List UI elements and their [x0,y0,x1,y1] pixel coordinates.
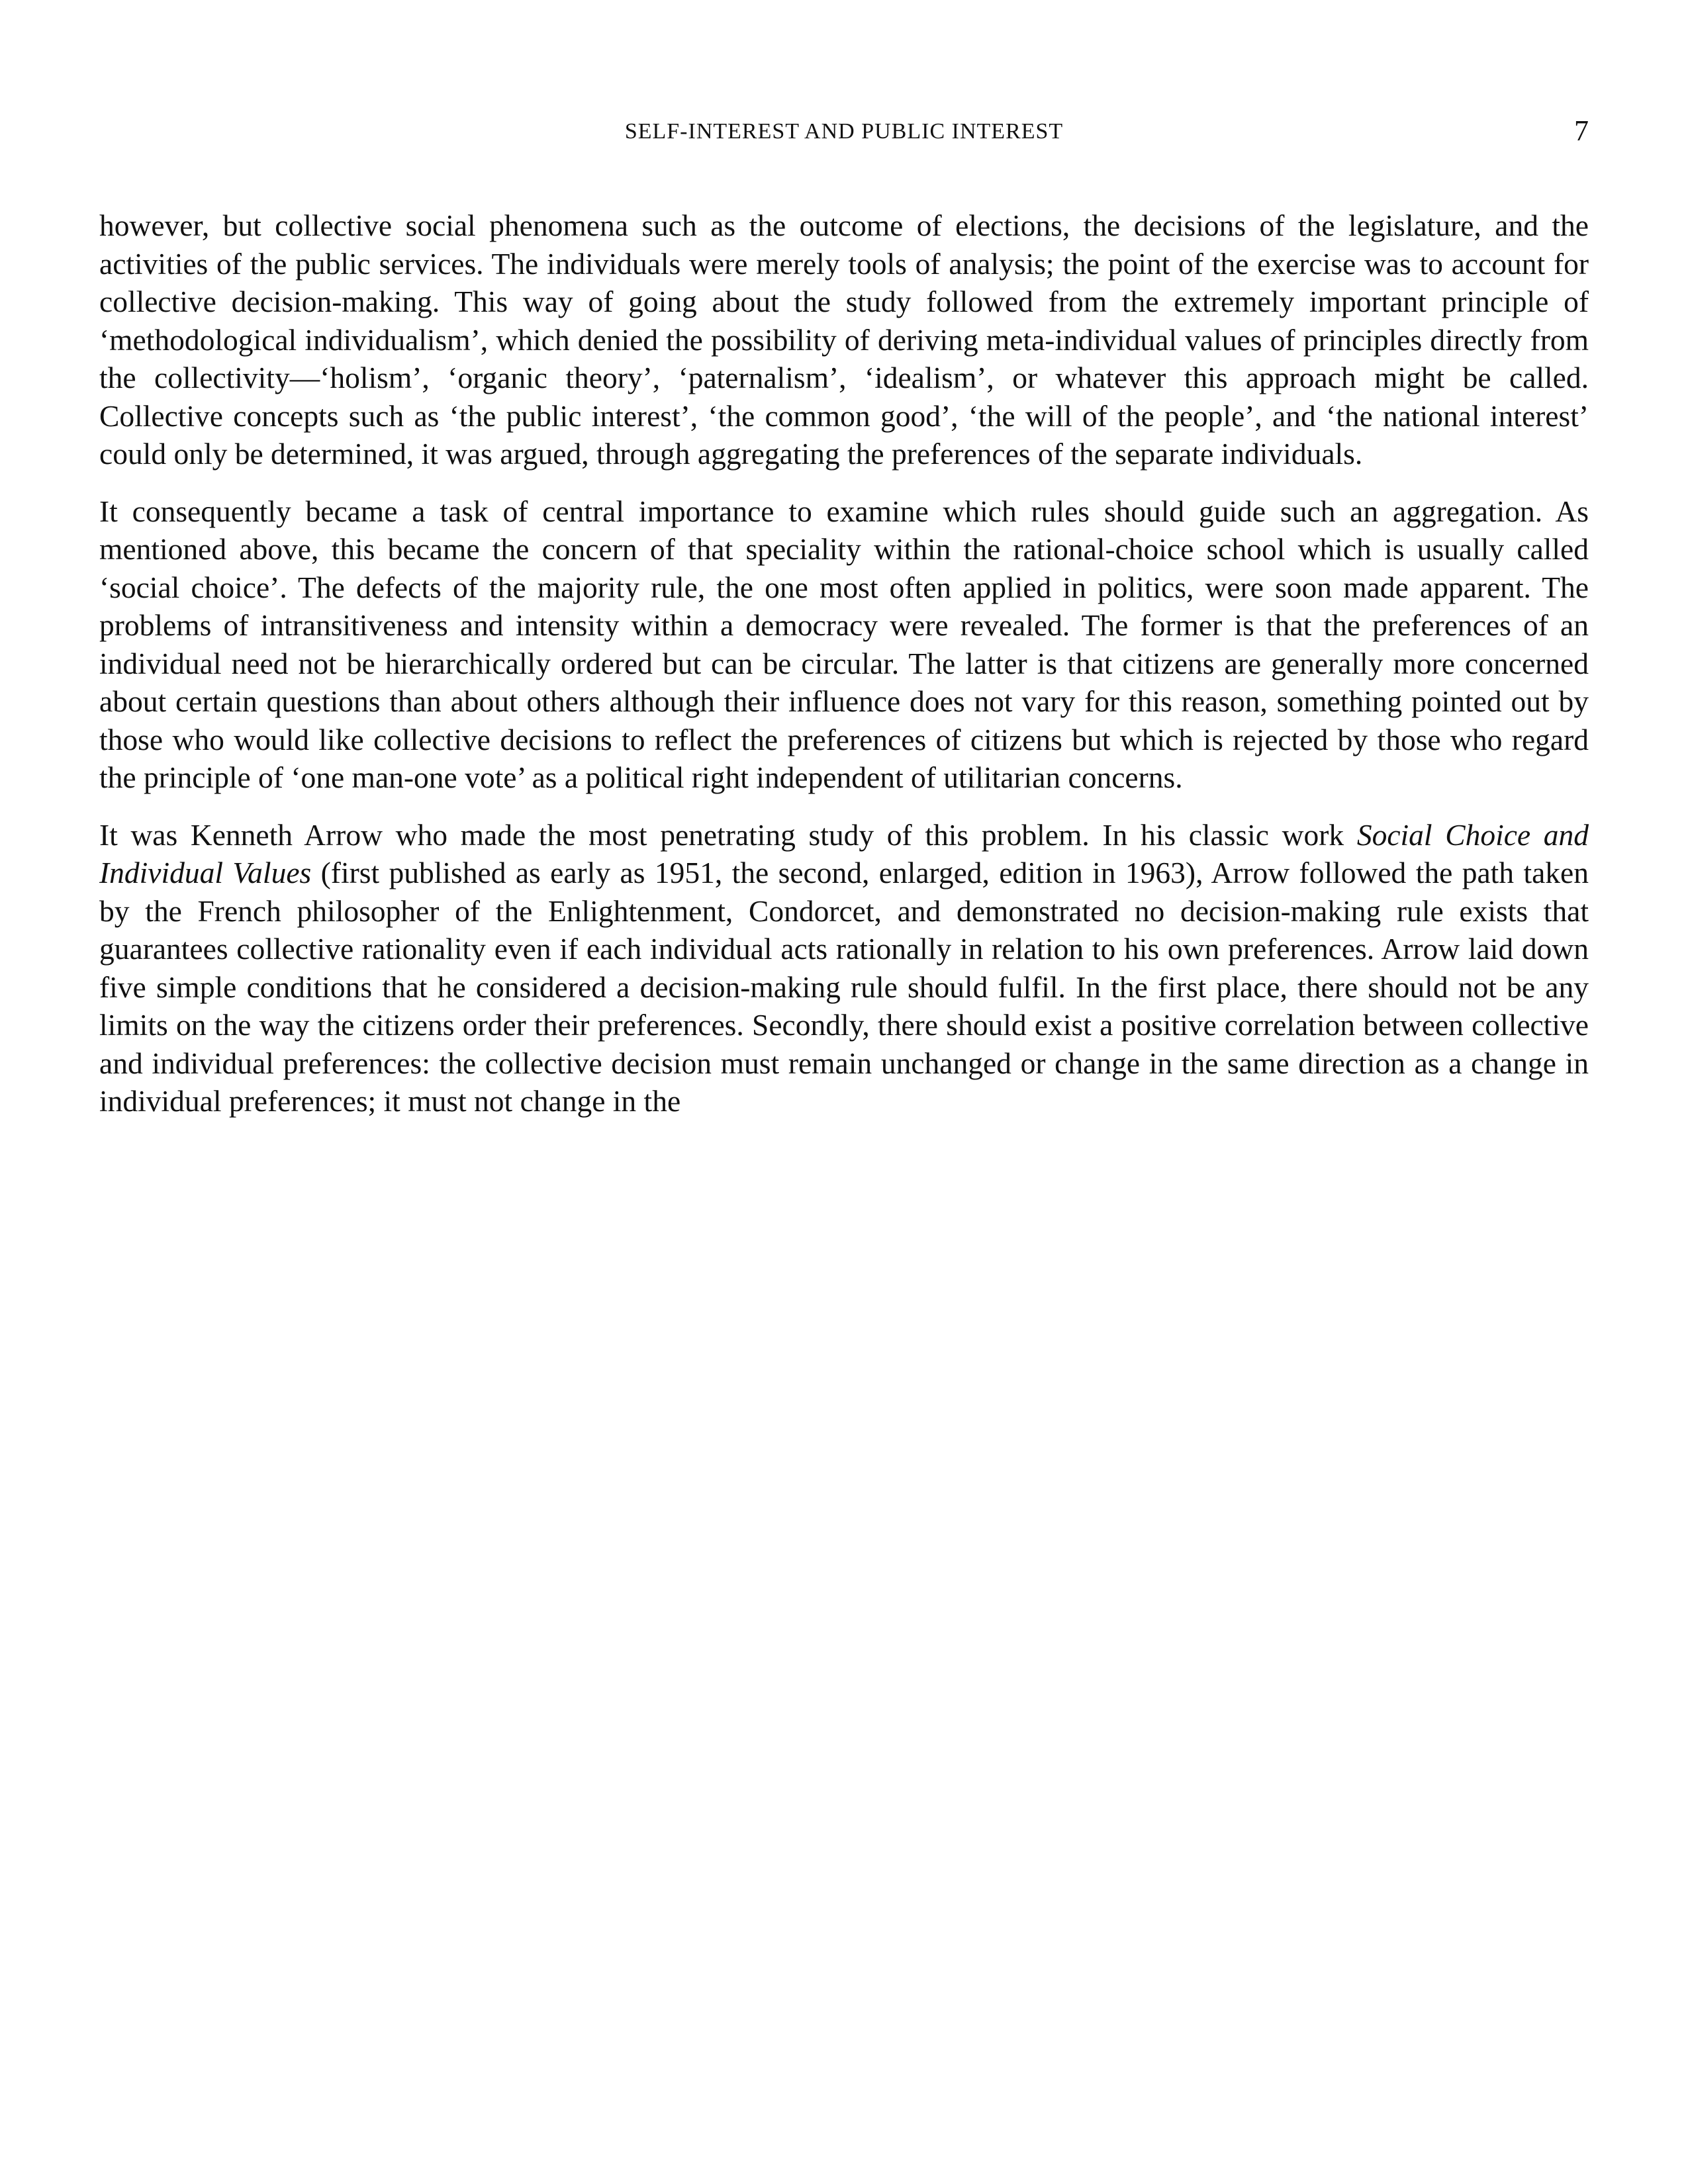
running-title: SELF-INTEREST AND PUBLIC INTEREST [624,119,1064,144]
body-text [99,206,1589,1140]
paragraph-2: It consequently became a task of central importance to examine which rules should guide such an aggregation. As mentioned above, this became the concern of that speciality within the rational-choice school which is usually called ‘social choice’. The defects of the majority rule, the one most often applied in politics, were soon made apparent. The problems of intransitiveness and intensity within a democracy were revealed. The former is that the preferences of an individual need not be hierarchically ordered but can be circular. The latter is that citizens are generally more concerned about certain questions than about others although their influence does not vary for this reason, something pointed out by those who would like collective decisions to reflect the preferences of citizens but which is rejected by those who regard the principle of ‘one man-one vote’ as a political right independent of utilitarian concerns. [99,494,1589,794]
paragraph-1: however, but collective social phenomena such as the outcome of elections, the decisions of the legislature, and the activities of the public services. The individuals were merely tools of analysis; the point of the exercise was to account for collective decision-making. This way of going about the study followed from the extremely important principle of ‘methodological individualism’, which denied the possibility of deriving meta-individual values of principles directly from the collectivity—‘holism’, ‘organic theory’, ‘paternalism’, ‘idealism’, or whatever this approach might be called. Collective concepts such as ‘the public interest’, ‘the common good’, ‘the will of the people’, and ‘the national interest’ could only be determined, it was argued, through aggregating the preferences of the separate individuals. [99,208,1589,471]
paragraph-3-rest: (first published as early as 1951, the second, enlarged, edition in 1963), Arrow followed the path taken by the French philosopher of the Enlightenment, Condorcet, and demonstrated no decision-making rule exists that guarantees collective rationality even if each individual acts rationally in relation to his own preferences. Arrow laid down five simple conditions that he considered a decision-making rule should fulfil. In the first place, there should not be any limits on the way the citizens order their preferences. Secondly, there should exist a positive correlation between collective and individual preferences: the collective decision must remain unchanged or change in the same direction as a change in individual preferences; it must not change in the [99,856,1589,1118]
paragraph-3 [99,816,1589,1120]
paragraph-3-intro: It was Kenneth Arrow who made the most penetrating study of this problem. In his classic work [99,817,1357,852]
running-head [99,114,1589,151]
book-title: Social Choice and Individual Values [99,817,1589,889]
page-number: 7 [1574,114,1589,147]
